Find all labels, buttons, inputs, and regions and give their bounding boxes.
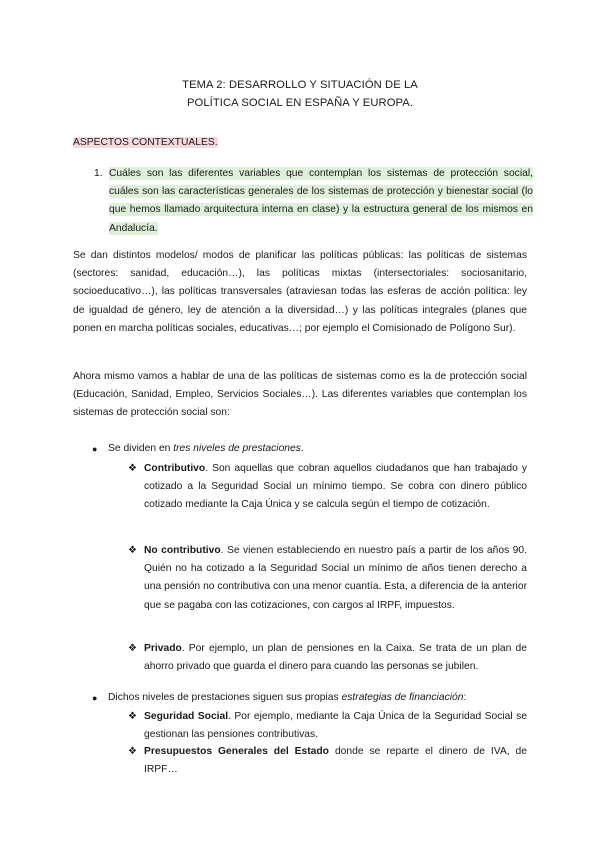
diamond-bullet-icon: ❖ [128,643,137,654]
sub-item-text: Seguridad Social. Por ejemplo, mediante la Caja Única de la Seguridad Social se gestionan las pensiones contributivas. [144,711,527,741]
sub-item-term: Presupuestos Generales del Estado [144,746,329,757]
section-heading-text: ASPECTOS CONTEXTUALES. [73,137,218,148]
sub-item-term: Seguridad Social [144,711,229,722]
sub-item-text: Presupuestos Generales del Estado donde se reparte el dinero de IVA, de IRPF… [144,746,528,776]
diamond-bullet-icon: ❖ [128,746,137,757]
bullet-emphasis: estrategias de financiación [341,692,464,703]
diamond-bullet-icon: ❖ [128,545,137,556]
bullet-text: Dichos niveles de prestaciones siguen sus propias estrategias de financiación: [108,692,467,703]
bullet-emphasis: tres niveles de prestaciones [173,443,301,454]
bullet-dot-icon: ● [92,444,98,454]
paragraph-protection-social: Ahora mismo vamos a hablar de una de las políticas de sistemas como es la de protección social (Educación, Sanidad, Empleo, Servicios Sociales…). Las diferentes variables que contemplan los sistemas de protección social son: [73,371,527,419]
sub-item-term: Privado [144,643,182,654]
sub-item-term: Contributivo [144,463,206,474]
diamond-bullet-icon: ❖ [128,463,137,474]
bullet-text: Se dividen en tres niveles de prestaciones. [108,443,304,454]
diamond-bullet-icon: ❖ [128,711,137,722]
paragraph-planning-models: Se dan distintos modelos/ modos de planificar las políticas públicas: las políticas de sistemas (sectores: sanidad, educación…), las políticas mixtas (intersectoriales: sociosanitario, socioeducativo…), las políticas transversales (atraviesan todas las esferas de acción política: ley de igualdad de género, ley de atención a la diversidad…) y las políticas integrales (planes que ponen en marcha políticas sociales, educativas…; por ejemplo el Comisionado de Polígono Sur). [73,250,527,334]
sub-item-text: Contributivo. Son aquellas que cobran aquellos ciudadanos que han trabajado y cotizado a la Seguridad Social un mínimo tiempo. Se cobra con dinero público cotizado mediante la Caja Única y se calcula según el tiempo de cotización. [144,463,527,511]
section-heading [73,134,218,152]
question-text: Cuáles son las diferentes variables que contemplan los sistemas de protección social, cuáles son las características generales de los sistemas de protección y bienestar social (lo que hemos llamado arquitectura interna en clase) y la estructura general de los mismos en Andalucía. [109,168,533,234]
bullet-dot-icon: ● [92,693,98,703]
sub-item-text: Privado. Por ejemplo, un plan de pensiones en la Caixa. Se trata de un plan de ahorro privado que guarda el dinero para cuando las personas se jubilen. [144,643,527,673]
sub-item-term: No contributivo [144,545,221,556]
document-title-line-2: POLÍTICA SOCIAL EN ESPAÑA Y EUROPA. [186,97,414,109]
document-title-line-1: TEMA 2: DESARROLLO Y SITUACIÓN DE LA [182,79,418,91]
sub-item-text: No contributivo. Se vienen estableciendo en nuestro país a partir de los años 90. Quién no ha cotizado a la Seguridad Social un mínimo de años tienen derecho a una pensión no contributiva con una menor cuantía. Esta, a diferencia de la anterior que se pagaba con las cotizaciones, con cargos al IRPF, impuestos. [144,545,527,611]
question-number: 1. [94,168,103,179]
question-text-block [109,165,533,238]
